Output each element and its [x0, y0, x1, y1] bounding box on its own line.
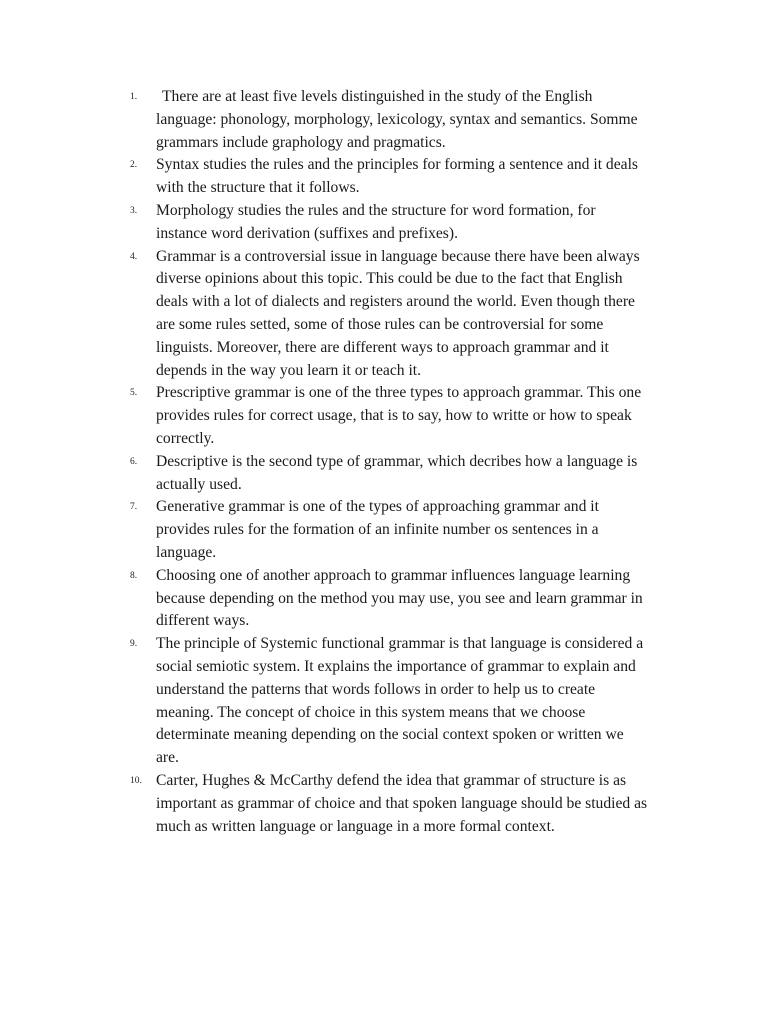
list-item-text: Carter, Hughes & McCarthy defend the idea that grammar of structure is as important as grammar of choice and that spoken language should be studied as much as written language or language in a more formal context.: [156, 771, 648, 835]
list-item-text: Prescriptive grammar is one of the three types to approach grammar. This one provides rules for correct usage, that is to say, how to writte or how to speak correctly.: [156, 384, 642, 447]
list-item-text: There are at least five levels distinguished in the study of the English language: phonology, morphology, lexicology, syntax and semantics. Somme grammars include graphology and pragmatics.: [156, 88, 638, 151]
list-item-number: 6.: [130, 456, 138, 467]
list-item: [130, 633, 650, 770]
list-item-number: 1.: [130, 92, 138, 102]
list-item-text: Generative grammar is one of the types of approaching grammar and it provides rules for the formation of an infinite number os sentences in a language.: [156, 498, 599, 561]
list-item-text: Choosing one of another approach to grammar influences language learning because depending on the method you may use, you see and learn grammar in different ways.: [156, 566, 643, 630]
list-item-number: 5.: [130, 388, 138, 399]
list-item: [130, 154, 650, 200]
list-item: [130, 86, 650, 154]
list-item-text: Morphology studies the rules and the structure for word formation, for instance word derivation (suffixes and prefixes).: [156, 201, 596, 242]
list-item-text: Descriptive is the second type of grammar, which decribes how a language is actually used.: [156, 452, 638, 493]
list-item: [130, 565, 650, 633]
list-item: [130, 246, 650, 383]
list-item: [130, 382, 650, 450]
list-item: [130, 496, 650, 564]
list-item: [130, 770, 650, 838]
list-item-text: Syntax studies the rules and the principles for forming a sentence and it deals with the structure that it follows.: [156, 156, 638, 197]
list-item-text: The principle of Systemic functional grammar is that language is considered a social semiotic system. It explains the importance of grammar to explain and understand the patterns that words follows in order to help us to create meaning. The concept of choice in this system means that we choose determinate meaning depending on the social context spoken or written we are.: [156, 635, 644, 767]
numbered-list: [130, 86, 650, 838]
list-item-number: 10.: [130, 775, 142, 786]
list-item-number: 9.: [130, 639, 138, 650]
list-item: [130, 200, 650, 246]
list-item-number: 4.: [130, 251, 138, 262]
list-item-number: 2.: [130, 160, 138, 171]
list-item-number: 7.: [130, 502, 138, 513]
list-item-number: 8.: [130, 570, 138, 581]
list-item-number: 3.: [130, 205, 138, 216]
list-item-text: Grammar is a controversial issue in language because there have been always diverse opinions about this topic. This could be due to the fact that English deals with a lot of dialects and registers around the world. Even though there are some rules setted, some of those rules can be controversial for some linguists. Moreover, there are different ways to approach grammar and it depends in the way you learn it or teach it.: [156, 247, 640, 379]
list-item: [130, 451, 650, 497]
